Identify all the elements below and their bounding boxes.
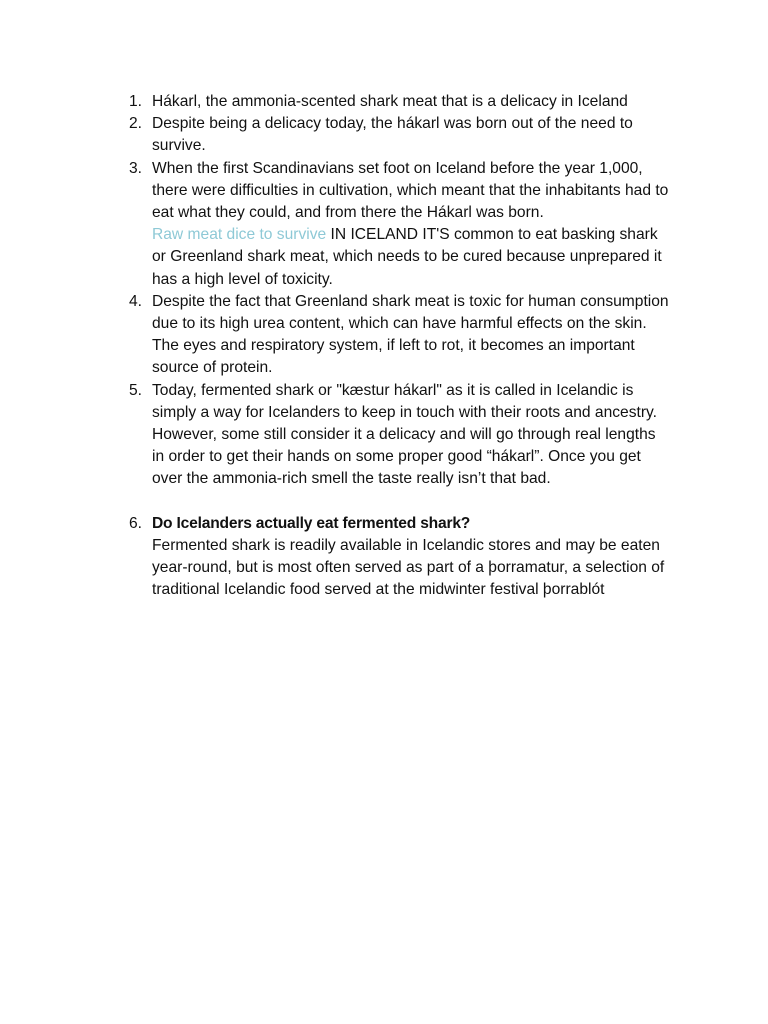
raw-meat-link[interactable]: Raw meat dice to survive (152, 226, 327, 244)
list-item-3 (124, 158, 672, 291)
spacer (124, 491, 672, 513)
list-item-text: Hákarl, the ammonia-scented shark meat that is a delicacy in Iceland (152, 93, 628, 110)
list-number: 6. (129, 514, 143, 532)
list-item-text: Despite being a delicacy today, the hákarl was born out of the need to survive. (152, 115, 633, 155)
list-number: 5. (129, 381, 143, 399)
list-number: 4. (129, 292, 143, 310)
list-item-2 (124, 113, 672, 157)
list-item-continuation (152, 224, 672, 291)
list-item-text: When the first Scandinavians set foot on Iceland before the year 1,000, there were difficulties in cultivation, which meant that the inhabitants had to eat what they could, and from there the Hákarl was born. (152, 159, 669, 222)
list-number: 3. (129, 159, 143, 177)
list-number: 2. (129, 115, 143, 133)
list-number: 1. (129, 93, 143, 110)
list-item-5 (124, 380, 672, 491)
list-item-text: Today, fermented shark or "kæstur hákarl" as it is called in Icelandic is simply a way for Icelanders to keep in touch with their roots and ancestry. (152, 381, 658, 421)
list-item-continuation: However, some still consider it a delicacy and will go through real lengths in order to get their hands on some proper good “hákarl”. Once you get over the ammonia-rich smell the taste really isn’t that bad. (152, 426, 656, 488)
section-heading: Do Icelanders actually eat fermented shark? (152, 514, 471, 532)
list-item-text: Despite the fact that Greenland shark meat is toxic for human consumption due to its high urea content, which can have harmful effects on the skin. The eyes and respiratory system, if left to rot, it becomes an important source of protein. (152, 292, 669, 377)
list-item-6 (124, 513, 672, 602)
list-item-1 (124, 91, 672, 113)
numbered-list (124, 91, 672, 602)
list-item-4 (124, 291, 672, 380)
list-item-text: Fermented shark is readily available in Icelandic stores and may be eaten year-round, but is most often served as part of a þorramatur, a selection of traditional Icelandic food served at the midwinter festival þorrablót (152, 537, 665, 599)
continuation-text: IN ICELAND IT'S common to eat basking shark or Greenland shark meat, which needs to be cured because unprepared it has a high level of toxicity. (152, 226, 662, 288)
